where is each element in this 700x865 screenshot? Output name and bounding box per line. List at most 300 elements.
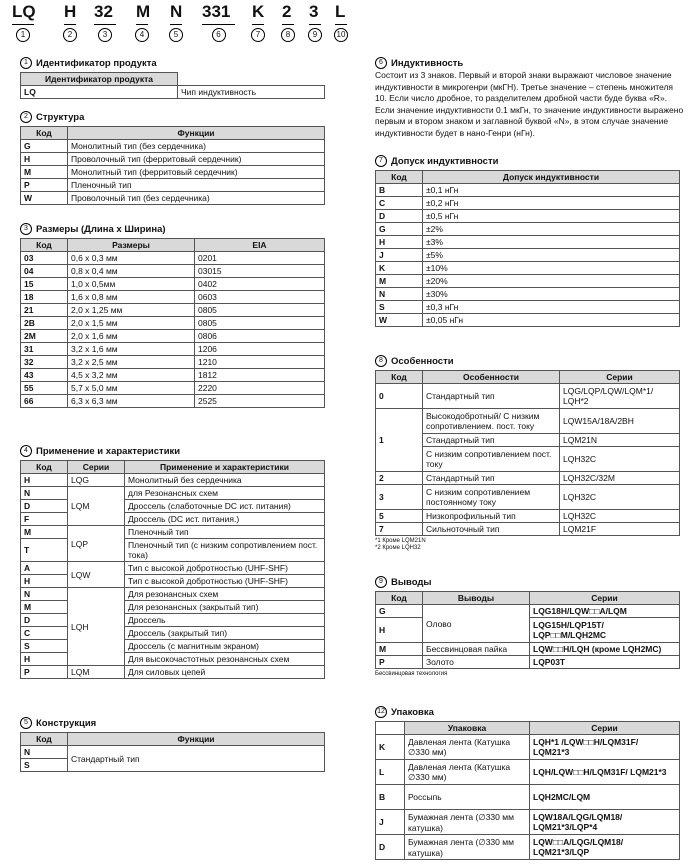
dimensions-table	[20, 238, 325, 408]
table-cell: 03015	[195, 265, 325, 278]
part-code-char: K	[252, 2, 265, 21]
table-row	[21, 330, 325, 343]
section-title: Допуск индуктивности	[391, 155, 499, 167]
part-number-legend	[12, 0, 692, 46]
table-cell: Низкопрофильный тип	[423, 510, 560, 523]
table-row	[376, 210, 680, 223]
table-row	[376, 301, 680, 314]
part-code-char: L	[335, 2, 346, 21]
table-cell: H	[376, 618, 423, 643]
part-position-number: 8	[281, 28, 295, 42]
table-cell: Тип с высокой добротностью (UHF-SHF)	[125, 562, 325, 575]
table-cell: 6,3 х 6,3 мм	[68, 395, 195, 408]
part-position-number: 4	[135, 28, 149, 42]
section-inductance	[375, 56, 685, 139]
table-cell: LQW15A/18A/2BH	[560, 409, 680, 434]
table-row	[21, 627, 325, 640]
table-row	[21, 382, 325, 395]
table-cell: ±20%	[423, 275, 680, 288]
table-header: Код	[21, 733, 68, 746]
table-row	[21, 653, 325, 666]
terminals-table	[375, 591, 680, 669]
table-cell: K	[376, 735, 405, 760]
table-cell: H	[376, 236, 423, 249]
table-cell: 1210	[195, 356, 325, 369]
part-position-number: 10	[334, 28, 348, 42]
table-cell: P	[21, 179, 68, 192]
table-cell: W	[376, 314, 423, 327]
table-cell: Давленая лента (Катушка ∅330 мм)	[405, 735, 530, 760]
table-cell: Стандартный тип	[423, 472, 560, 485]
table-cell: 5,7 х 5,0 мм	[68, 382, 195, 395]
table-row	[21, 304, 325, 317]
table-cell: M	[21, 601, 68, 614]
table-cell: 0806	[195, 330, 325, 343]
section-title: Выводы	[391, 576, 432, 588]
table-row	[21, 265, 325, 278]
table-cell: LQ	[21, 86, 178, 99]
part-underline	[64, 24, 76, 25]
table-header: EIA	[195, 239, 325, 252]
table-cell: Бумажная лента (∅330 мм катушка)	[405, 810, 530, 835]
table-cell: H	[21, 575, 68, 588]
table-cell: LQG18H/LQW□□A/LQM	[530, 605, 680, 618]
table-cell: N	[21, 487, 68, 500]
table-row	[376, 760, 680, 785]
table-cell: Стандартный тип	[423, 434, 560, 447]
table-header: Упаковка	[405, 722, 530, 735]
table-cell: S	[21, 640, 68, 653]
table-cell: J	[376, 810, 405, 835]
section-number: 8	[375, 355, 387, 367]
table-cell: H	[21, 474, 68, 487]
section-title: Применение и характеристики	[36, 445, 181, 457]
table-cell: LQH/LQW□□H/LQM31F/ LQM21*3	[530, 760, 680, 785]
table-cell: Пленочный тип (с низким сопротивлением пост. тока)	[125, 539, 325, 562]
table-row	[376, 835, 680, 860]
table-header: Серии	[68, 461, 125, 474]
table-header: Размеры	[68, 239, 195, 252]
section-product-id	[20, 56, 325, 99]
table-header	[178, 73, 325, 86]
table-row	[21, 252, 325, 265]
table-row	[21, 614, 325, 627]
table-cell: B	[376, 184, 423, 197]
table-cell: Тип с высокой добротностью (UHF-SHF)	[125, 575, 325, 588]
table-cell: 2,0 х 1,6 мм	[68, 330, 195, 343]
part-underline	[94, 24, 116, 25]
table-cell: Сильноточный тип	[423, 523, 560, 536]
table-cell: Пленочный тип	[125, 526, 325, 539]
table-row	[376, 249, 680, 262]
table-header: Функции	[68, 733, 325, 746]
inductance-paragraph-1: Состоит из 3 знаков. Первый и второй знаки выражают числовое значение индуктивности в микрогенри (мкГН). Третье значение – степень множителя 10. Если число дробное, то разделителем дробной части буде буква «R».	[375, 70, 674, 103]
table-cell: 2B	[21, 317, 68, 330]
table-cell: Стандартный тип	[68, 746, 325, 772]
table-cell: F	[21, 513, 68, 526]
table-cell: W	[21, 192, 68, 205]
table-cell: 03	[21, 252, 68, 265]
table-cell: H	[21, 153, 68, 166]
table-cell: Дроссель (с магнитным экраном)	[125, 640, 325, 653]
table-cell: T	[21, 539, 68, 562]
table-cell: Дроссель (слаботочные DC ист. питания)	[125, 500, 325, 513]
table-cell: 18	[21, 291, 68, 304]
table-row	[21, 487, 325, 500]
table-cell: H	[21, 653, 68, 666]
section-title: Индуктивность	[391, 57, 464, 69]
table-header: Серии	[530, 722, 680, 735]
section-application	[20, 444, 325, 679]
table-cell: 55	[21, 382, 68, 395]
table-cell: LQW□□A/LQG/LQM18/ LQM21*3/LQP	[530, 835, 680, 860]
table-cell: 0	[376, 384, 423, 409]
table-header: Идентификатор продукта	[21, 73, 178, 86]
table-row	[21, 588, 325, 601]
table-cell: Для силовых цепей	[125, 666, 325, 679]
table-cell: Пленочный тип	[68, 179, 325, 192]
table-row	[376, 785, 680, 810]
table-row	[21, 166, 325, 179]
section-title: Особенности	[391, 355, 454, 367]
table-cell: 7	[376, 523, 423, 536]
table-cell: ±30%	[423, 288, 680, 301]
table-header	[376, 722, 405, 735]
table-header: Код	[376, 592, 423, 605]
section-dimensions	[20, 222, 325, 408]
part-code-char: 3	[309, 2, 319, 21]
table-cell: LQG/LQP/LQW/LQM*1/ LQH*2	[560, 384, 680, 409]
table-cell: LQH32C	[560, 447, 680, 472]
table-cell: 5	[376, 510, 423, 523]
table-row	[376, 184, 680, 197]
part-code-char: LQ	[12, 2, 36, 21]
table-header: Серии	[560, 371, 680, 384]
structure-table	[20, 126, 325, 205]
table-cell: LQH	[68, 588, 125, 666]
part-underline	[202, 24, 235, 25]
section-features	[375, 354, 680, 552]
section-packaging	[375, 705, 680, 860]
table-cell: 2,0 х 1,5 мм	[68, 317, 195, 330]
table-header: Выводы	[423, 592, 530, 605]
table-cell: S	[21, 759, 68, 772]
table-cell: LQW18A/LQG/LQM18/ LQM21*3/LQP*4	[530, 810, 680, 835]
part-code-char: 2	[282, 2, 292, 21]
part-position-number: 2	[63, 28, 77, 42]
table-cell: K	[376, 262, 423, 275]
table-cell: 31	[21, 343, 68, 356]
part-underline	[252, 24, 264, 25]
table-cell: 2	[376, 472, 423, 485]
construction-table	[20, 732, 325, 772]
application-table	[20, 460, 325, 679]
table-row	[21, 140, 325, 153]
table-cell: LQH2MC/LQM	[530, 785, 680, 810]
table-cell: 1206	[195, 343, 325, 356]
table-cell: 2220	[195, 382, 325, 395]
table-row	[21, 474, 325, 487]
table-cell: D	[376, 835, 405, 860]
table-row	[21, 500, 325, 513]
part-position-number: 3	[98, 28, 112, 42]
table-cell: Стандартный тип	[423, 384, 560, 409]
table-cell: LQH32C	[560, 485, 680, 510]
section-number: 1	[20, 57, 32, 69]
table-cell: LQH32C	[560, 510, 680, 523]
table-cell: ±5%	[423, 249, 680, 262]
table-cell: G	[376, 605, 423, 618]
table-header: Особенности	[423, 371, 560, 384]
part-position-number: 9	[308, 28, 322, 42]
table-cell: 1,0 х 0,5мм	[68, 278, 195, 291]
table-cell: 2525	[195, 395, 325, 408]
table-cell: N	[21, 746, 68, 759]
part-code-char: 32	[94, 2, 113, 21]
table-cell: A	[21, 562, 68, 575]
table-row	[21, 356, 325, 369]
table-row	[21, 179, 325, 192]
table-row	[376, 262, 680, 275]
table-row	[21, 343, 325, 356]
part-underline	[136, 24, 148, 25]
section-number: 4	[20, 445, 32, 457]
table-row	[21, 601, 325, 614]
table-row	[21, 317, 325, 330]
table-row	[21, 153, 325, 166]
table-cell: 3,2 х 1,6 мм	[68, 343, 195, 356]
table-cell: B	[376, 785, 405, 810]
table-cell: G	[21, 140, 68, 153]
section-construction	[20, 716, 325, 772]
section-number: 7	[375, 155, 387, 167]
section-structure	[20, 110, 325, 205]
part-underline	[309, 24, 321, 25]
table-cell: LQP	[68, 526, 125, 562]
table-row	[376, 223, 680, 236]
section-number: 12	[375, 706, 387, 718]
section-number: 3	[20, 223, 32, 235]
table-cell: 66	[21, 395, 68, 408]
table-cell: J	[376, 249, 423, 262]
table-cell: 0805	[195, 304, 325, 317]
table-cell: P	[376, 656, 423, 669]
table-row	[21, 562, 325, 575]
part-underline	[170, 24, 182, 25]
table-cell: LQW	[68, 562, 125, 588]
table-row	[376, 197, 680, 210]
part-underline	[335, 24, 347, 25]
tolerance-table	[375, 170, 680, 327]
table-cell: LQH32C/32M	[560, 472, 680, 485]
table-cell: LQM21F	[560, 523, 680, 536]
table-cell: Дроссель (DC ист. питания.)	[125, 513, 325, 526]
table-cell: ±0,05 нГн	[423, 314, 680, 327]
table-row	[21, 291, 325, 304]
table-cell: Для высокочастотных резонансных схем	[125, 653, 325, 666]
table-cell: LQM	[68, 666, 125, 679]
table-cell: M	[376, 643, 423, 656]
table-cell: LQG15H/LQP15T/ LQP□□M/LQH2MC	[530, 618, 680, 643]
table-cell: M	[376, 275, 423, 288]
section-number: 2	[20, 111, 32, 123]
table-cell: 0,6 х 0,3 мм	[68, 252, 195, 265]
table-header: Код	[21, 461, 68, 474]
table-cell: 21	[21, 304, 68, 317]
table-header: Код	[376, 171, 423, 184]
table-cell: 04	[21, 265, 68, 278]
table-cell: N	[21, 588, 68, 601]
table-cell: C	[21, 627, 68, 640]
table-cell: S	[376, 301, 423, 314]
table-cell: Россыпь	[405, 785, 530, 810]
table-row	[21, 575, 325, 588]
section-terminals	[375, 575, 680, 678]
table-cell: 3,2 х 2,5 мм	[68, 356, 195, 369]
table-row	[376, 735, 680, 760]
table-cell: 1,6 х 0,8 мм	[68, 291, 195, 304]
table-cell: ±3%	[423, 236, 680, 249]
table-cell: Дроссель	[125, 614, 325, 627]
part-code-char: H	[64, 2, 77, 21]
table-cell: Давленая лента (Катушка ∅330 мм)	[405, 760, 530, 785]
features-table	[375, 370, 680, 536]
table-cell: LQH*1 /LQW□□H/LQM31F/ LQM21*3	[530, 735, 680, 760]
table-cell: Проволочный тип (ферритовый сердечник)	[68, 153, 325, 166]
table-header: Код	[376, 371, 423, 384]
table-cell: ±0,1 нГн	[423, 184, 680, 197]
table-header: Функции	[68, 127, 325, 140]
table-cell: LQP03T	[530, 656, 680, 669]
table-row	[376, 314, 680, 327]
section-title: Конструкция	[36, 717, 97, 729]
packaging-table	[375, 721, 680, 860]
table-row	[21, 369, 325, 382]
table-cell: 3	[376, 485, 423, 510]
table-header: Код	[21, 127, 68, 140]
footnote: *1 Кроме LQM21N	[375, 538, 426, 544]
table-row	[376, 275, 680, 288]
table-cell: С низким сопротивлением постоянному току	[423, 485, 560, 510]
table-cell: Высокодобротный/ С низким сопротивлением. пост. току	[423, 409, 560, 434]
table-cell: 1812	[195, 369, 325, 382]
table-cell: D	[21, 614, 68, 627]
table-cell: ±10%	[423, 262, 680, 275]
table-row	[21, 539, 325, 562]
table-cell: ±0,3 нГн	[423, 301, 680, 314]
table-cell: Проволочный тип (без сердечника)	[68, 192, 325, 205]
table-cell: 0402	[195, 278, 325, 291]
inductance-paragraph-2: Если значение индуктивности 0.1 мкГн, то значение индуктивности выражено первым и втором знаком и заглавной буквой «N», в этом случае значение индуктивности будет в нано-Генри (нГн).	[375, 104, 684, 138]
table-cell: ±2%	[423, 223, 680, 236]
table-cell: Для резонансных схем	[125, 588, 325, 601]
table-cell: 15	[21, 278, 68, 291]
table-cell: Монолитный без сердечника	[125, 474, 325, 487]
table-cell: LQM21N	[560, 434, 680, 447]
product-id-table	[20, 72, 325, 99]
table-cell: 2,0 х 1,25 мм	[68, 304, 195, 317]
table-cell: 0603	[195, 291, 325, 304]
section-title: Идентификатор продукта	[36, 57, 157, 69]
table-header: Код	[21, 239, 68, 252]
table-cell: Для резонансных (закрытый тип)	[125, 601, 325, 614]
table-row	[376, 810, 680, 835]
table-cell: ±0,5 нГн	[423, 210, 680, 223]
section-number: 5	[20, 717, 32, 729]
part-position-number: 5	[169, 28, 183, 42]
section-tolerance	[375, 154, 680, 327]
part-code-char: M	[136, 2, 151, 21]
table-cell: Золото	[423, 656, 530, 669]
table-cell: 0,8 х 0,4 мм	[68, 265, 195, 278]
table-cell: C	[376, 197, 423, 210]
table-row	[21, 640, 325, 653]
table-cell: 0805	[195, 317, 325, 330]
table-row	[376, 288, 680, 301]
table-header: Допуск индуктивности	[423, 171, 680, 184]
table-header: Серии	[530, 592, 680, 605]
table-cell: Бессвинцовая пайка	[423, 643, 530, 656]
part-code-char: 331	[202, 2, 231, 21]
part-position-number: 7	[251, 28, 265, 42]
part-underline	[12, 24, 34, 25]
table-cell: M	[21, 526, 68, 539]
table-cell: 0201	[195, 252, 325, 265]
table-cell: Дроссель (закрытый тип)	[125, 627, 325, 640]
table-cell: D	[376, 210, 423, 223]
table-cell: Чип индуктивность	[178, 86, 325, 99]
part-underline	[282, 24, 294, 25]
table-cell: LQW□□H/LQH (кроме LQH2MC)	[530, 643, 680, 656]
table-cell: Бумажная лента (∅330 мм катушка)	[405, 835, 530, 860]
table-cell: L	[376, 760, 405, 785]
table-row	[21, 526, 325, 539]
table-cell: LQM	[68, 487, 125, 526]
table-cell: С низким сопротивлением пост. току	[423, 447, 560, 472]
section-number: 6	[375, 57, 387, 69]
table-cell: G	[376, 223, 423, 236]
table-cell: 4,5 х 3,2 мм	[68, 369, 195, 382]
table-cell: M	[21, 166, 68, 179]
table-cell: P	[21, 666, 68, 679]
table-cell: 2M	[21, 330, 68, 343]
table-cell: ±0,2 нГн	[423, 197, 680, 210]
table-cell: 32	[21, 356, 68, 369]
part-code-char: N	[170, 2, 183, 21]
table-cell: Монолитный тип (без сердечника)	[68, 140, 325, 153]
table-row	[21, 395, 325, 408]
part-position-number: 1	[16, 28, 30, 42]
table-cell: N	[376, 288, 423, 301]
table-header: Применение и характеристики	[125, 461, 325, 474]
table-row	[21, 278, 325, 291]
table-cell: для Резонансных схем	[125, 487, 325, 500]
table-row	[376, 236, 680, 249]
table-cell: D	[21, 500, 68, 513]
section-title: Упаковка	[391, 706, 434, 718]
part-position-number: 6	[212, 28, 226, 42]
table-cell: LQG	[68, 474, 125, 487]
section-title: Размеры (Длина х Ширина)	[36, 223, 166, 235]
table-cell: Монолитный тип (ферритовый сердечник)	[68, 166, 325, 179]
table-cell: Олово	[423, 605, 530, 643]
table-cell: 43	[21, 369, 68, 382]
footnote: *2 Кроме LQH32	[375, 545, 421, 551]
section-number: 9	[375, 576, 387, 588]
table-cell: 1	[376, 409, 423, 472]
table-row	[21, 192, 325, 205]
table-row	[21, 513, 325, 526]
